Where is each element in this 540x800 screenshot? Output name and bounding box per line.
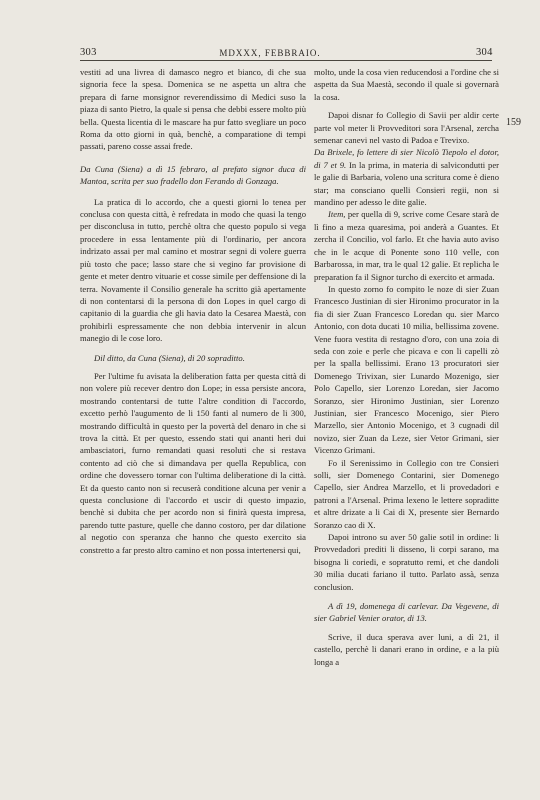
running-title: MDXXX, FEBBRAIO.	[219, 48, 321, 58]
paragraph: per quella di 9, scrive come Cesare starà de lì fino a meza quaresima, poi anderà a Guantes. Et zercha il Concilio, vol farlo. Et che havia auto aviso che in le acque di Ponente sono 110 velle, con Barbarossa, in mar, tra le qual 12 galie. Et replicha le preparation fa il Signor turcho di exercito et armada.	[314, 209, 499, 282]
header-rule	[80, 60, 492, 61]
right-column	[314, 66, 499, 668]
letter-heading: Da Cuna (Siena) a dì 15 febraro, al prefato signor duca di Mantoa, scrita per suo fradello don Ferando di Gonzaga.	[80, 163, 306, 187]
paragraph: Per l'ultime fu avisata la deliberation fatta per questa città di non volere più recever dentro don Lope; in essa persiste ancora, mostrando contentarsi de tutte l'altre condition di l'accordo, excetto perhò l'augumento de li 150 fanti al numero de li 300, mostrando difficultà in questo per la povertà del denaro in che si trova la città. Et per questo, essendo stati qui ananti heri dui ambasciatori, furno remandati quasi resoluti che si restava contento ad ciò che si dimandava per quella Republica, con ordine che dovessero tornar con l'ultima deliberatione di la città. Et da questo canto non si recuserà conditione alcuna per venir a questa conclusione di l'accordo et uscir di questo impazio, benchè si dubita che per acordo non si finirà questa impresa, parendo tutte pasture, quelle che danno costoro, per dar dilatione al negotio con speranza che hanno che questo exercito sia constretto a far presto altro camino et non possa intertenersi qui,	[80, 370, 306, 555]
letter-heading: A dì 19, domenega di carlevar. Da Vegevene, di sier Gabriel Venier orator, di 13.	[314, 601, 499, 624]
paragraph: Fo il Serenissimo in Collegio con tre Consieri solli, sier Domenego Contarini, sier Domenego Capello, sier Andrea Marzello, et li provedadori e patroni a l'Arsenal. Prima lexeno le lettere sopraditte et altre drizate a li Cai di X, presente sier Bernardo Soranzo cao di X.	[314, 457, 499, 530]
paragraph: Dapoi introno su aver 50 galie sotil in ordine: li Provvedadori prediti li disseno, li corpi sarano, ma bisogna li coriedi, e sopratutto remi, et che dandoli 30 milia ducati fariano il tutto. Parlato assà, senza conclusion.	[314, 532, 499, 592]
paragraph: molto, unde la cosa vien reducendosi a l'ordine che si aspetta da Sua Maestà, secondo il quale si governarà la cosa.	[314, 67, 499, 102]
paragraph: Scrive, il duca sperava aver luni, a dì 21, il castello, perchè li danari erano in ordine, e a la più longa a	[314, 631, 499, 667]
paragraph: In la prima, in materia di salvicondutti per le galie di Barbaria, voleno una scritura come è dieno star; ma consciano quelli Consieri regii, non si mandino per adesso le dite galie.	[314, 159, 499, 208]
letter-heading: Dil ditto, da Cuna (Siena), di 20 sopraditto.	[94, 352, 245, 363]
paragraph: Dapoi disnar fo Collegio di Savii per aldir certe parte vol meter li Provveditori sora l'Arsenal, zercha semenar canevi nel vasto di Padoa e Trevixo.	[314, 110, 499, 146]
page-number-right: 304	[476, 47, 493, 58]
page-number-left: 303	[80, 47, 97, 58]
item-lead: Item,	[328, 209, 346, 220]
paragraph: In questo zorno fo compito le noze di sier Zuan Francesco Justinian di sier Hironimo procurator in la fia di sier Zuan Francesco Loredan qu. sier Marco Antonio, con dota ducati 10 milia, bellissima zovene. Vene fuora vestita di restagno d'oro, con una zoia di seda con zoie e perle che picava e con li capelli zò per la spalla bellissimi. Erano 13 procuratori sier Domenego Trivixan, sier Lunardo Mozenigo, sier Polo Capello, sier Lorenzo Loredan, sier Jacomo Soranzo, sier Hironimo Justinian, sier Lorenzo Justinian, sier Francesco Mocenigo, sier Piero Marzello, sier Antonio Mocenigo, et 3 cugnadi dil novizo, sier Zuan da Leze, sier Vetor Grimani, sier Vicenzo Grimani.	[314, 283, 499, 456]
letter-heading: Da Brixele, fo lettere di sier Nicolò Tiepolo el dotor, di 7 et 9.	[314, 147, 499, 170]
left-column	[80, 66, 306, 556]
margin-number: 159	[506, 117, 521, 128]
paragraph: La pratica di lo accordo, che a questi giorni lo tenea per conclusa con questa città, è refredata in modo che quasi la tengo per disconclusa in tutto, perchè oltra che questo populo si vega procedere in essa lentamente più di l'ordinario, per ancora indrizato assai per mal camino et mostrar segni di volere guerra più tosto che pace; lasso stare che si vegino far provisione di gente et meter dentro vituarie et cosse simile per deffensione di la terra. Novamente il Consilio generale ha scritto già apertamente di non contentarsi di la persona di don Lopes in quel cargo di capitanio di la guardia che gli havia dato la Cesarea Maestà, con prohibirli espressamente che non debbia intervenir in alcun manegio di le cose loro.	[80, 196, 306, 344]
paragraph: vestiti ad una livrea di damasco negro et bianco, di che sua signoria fece la spesa. Domenica se ne aspetta un altra che prepara di farne monsignor reverendissimo di Medici suso la piaza di santo Pietro, la quale si pensa che debbi essere molto più bella. Questa licentia di le mascare ha pur fatto svegliare un poco Roma da otto giorni in quà, benchè, a comparatione di tempi passati, pareno cosse assai frede.	[80, 67, 306, 152]
